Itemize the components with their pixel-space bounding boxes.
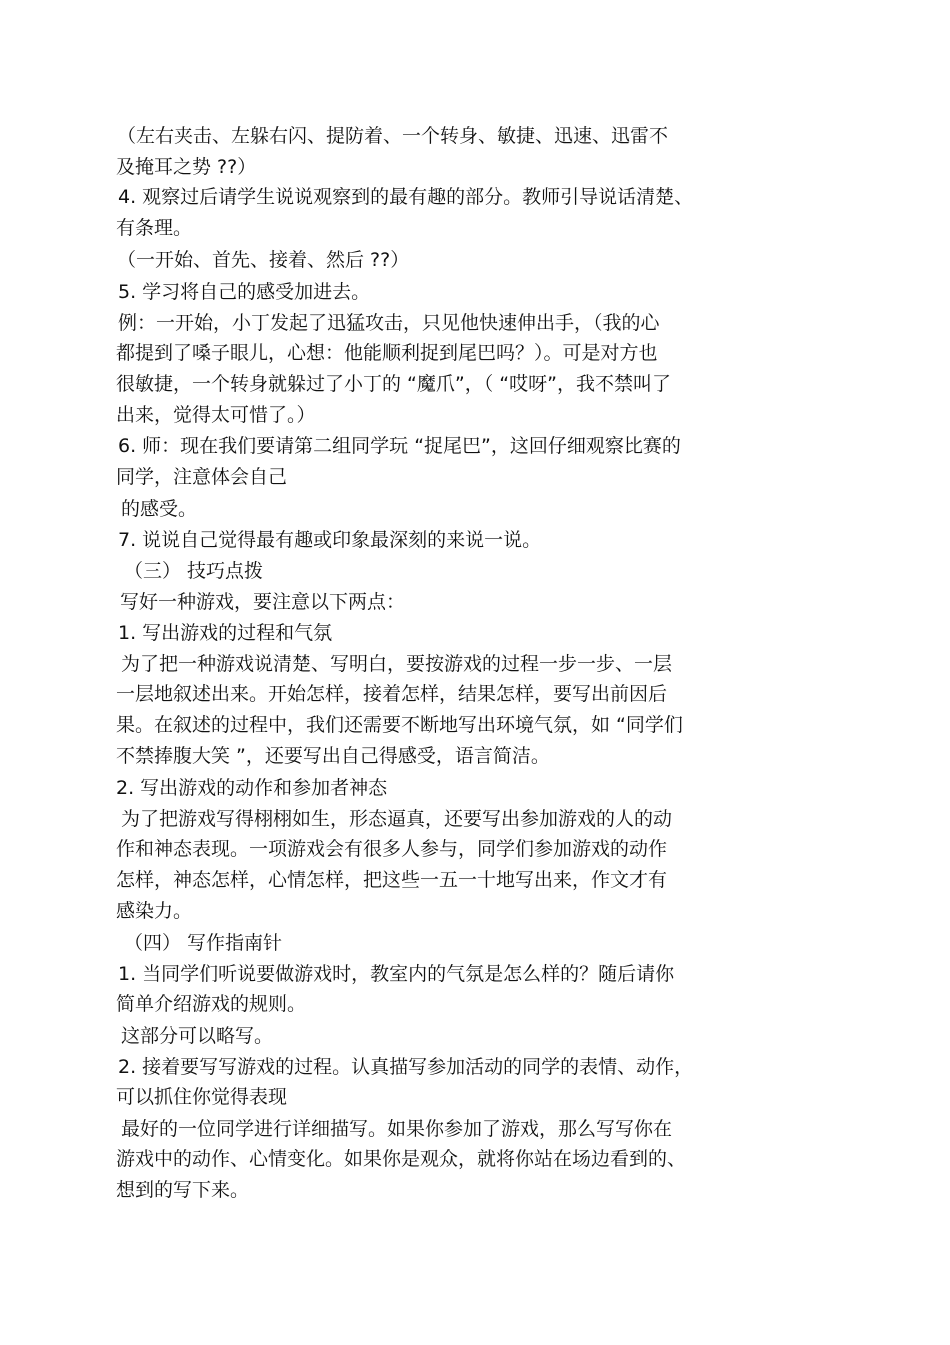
text-line: 都提到了嗓子眼儿，心想：他能顺利捉到尾巴吗？）。可是对方也 (116, 342, 658, 364)
text-line: 最好的一位同学进行详细描写。如果你参加了游戏，那么写写你在 (121, 1118, 673, 1140)
text-line: 一层地叙述出来。开始怎样，接着怎样，结果怎样，要写出前因后 (116, 683, 668, 705)
text-line: （一开始、首先、接着、然后 ??） (117, 249, 410, 271)
text-line: 5. 学习将自己的感受加进去。 (118, 281, 371, 303)
text-line: 很敏捷，一个转身就躲过了小丁的 “魔爪”，（ “哎呀”，我不禁叫了 (116, 373, 671, 395)
text-line: 可以抓住你觉得表现 (116, 1086, 288, 1108)
text-line: 例：一开始，小丁发起了迅猛攻击，只见他快速伸出手，（我的心 (118, 312, 660, 334)
text-line: 2. 写出游戏的动作和参加者神态 (116, 777, 388, 799)
text-line: 想到的写下来。 (116, 1179, 250, 1201)
text-line: （左右夹击、左躲右闪、提防着、一个转身、敏捷、迅速、迅雷不 (117, 125, 669, 147)
text-line: 同学，注意体会自己 (116, 466, 288, 488)
text-line: 有条理。 (116, 217, 193, 239)
text-line: 果。在叙述的过程中，我们还需要不断地写出环境气氛，如 “同学们 (116, 714, 683, 736)
text-line: 写好一种游戏，要注意以下两点： (120, 591, 406, 613)
text-line: 4. 观察过后请学生说说观察到的最有趣的部分。教师引导说话清楚、 (118, 186, 694, 208)
text-line: 这部分可以略写。 (121, 1025, 274, 1047)
text-line: 6. 师：现在我们要请第二组同学玩 “捉尾巴”，这回仔细观察比赛的 (118, 435, 681, 457)
text-line: 怎样，神态怎样，心情怎样，把这些一五一十地写出来，作文才有 (116, 869, 668, 891)
text-line: 感染力。 (116, 900, 193, 922)
text-line: 游戏中的动作、心情变化。如果你是观众，就将你站在场边看到的、 (116, 1148, 687, 1170)
text-line: 为了把游戏写得栩栩如生，形态逼真，还要写出参加游戏的人的动 (121, 808, 673, 830)
text-line: 简单介绍游戏的规则。 (116, 993, 307, 1015)
text-line: 1. 当同学们听说要做游戏时，教室内的气氛是怎么样的？随后请你 (118, 963, 675, 985)
text-line: 作和神态表现。一项游戏会有很多人参与，同学们参加游戏的动作 (116, 838, 668, 860)
text-line: 2. 接着要写写游戏的过程。认真描写参加活动的同学的表情、动作， (118, 1056, 694, 1078)
section-heading: （三） 技巧点拨 (124, 560, 264, 582)
text-line: 为了把一种游戏说清楚、写明白，要按游戏的过程一步一步、一层 (121, 653, 673, 675)
text-line: 的感受。 (121, 498, 198, 520)
text-line: 及掩耳之势 ??） (116, 156, 257, 178)
text-line: 1. 写出游戏的过程和气氛 (118, 622, 333, 644)
text-line: 出来，觉得太可惜了。） (116, 404, 316, 426)
text-line: 7. 说说自己觉得最有趣或印象最深刻的来说一说。 (118, 529, 542, 551)
text-line: 不禁捧腹大笑 ”，还要写出自己得感受，语言简洁。 (116, 745, 550, 767)
section-heading: （四） 写作指南针 (124, 932, 283, 954)
